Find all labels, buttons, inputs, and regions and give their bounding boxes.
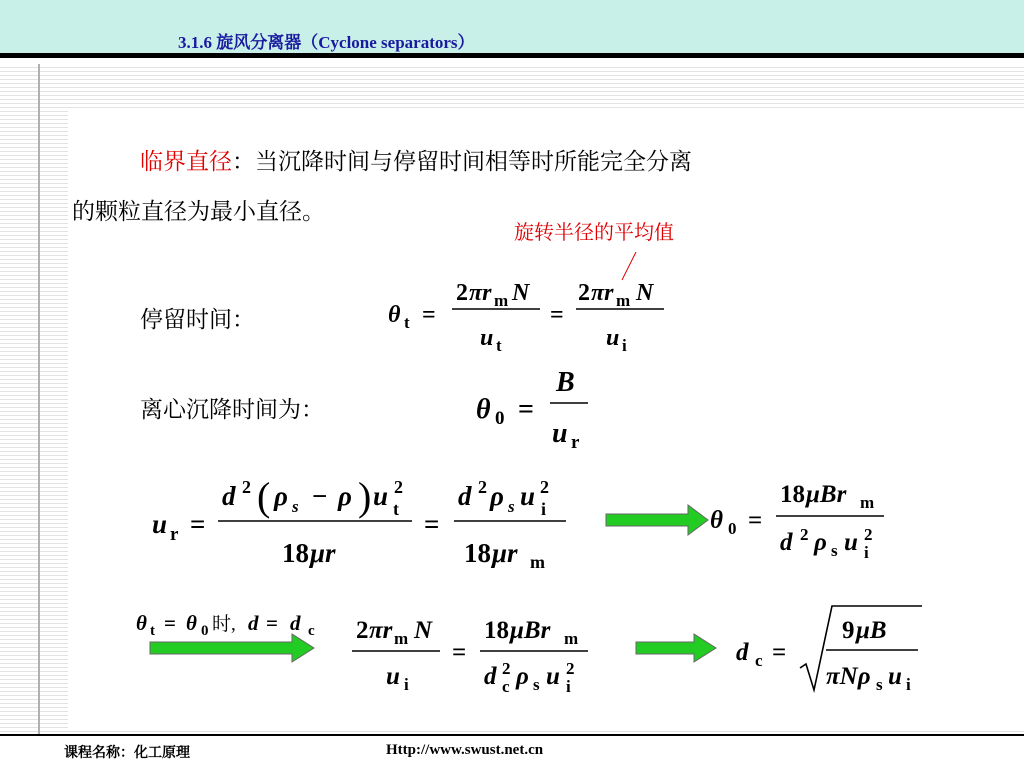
svg-text:θ: θ (476, 394, 491, 425)
svg-text:N: N (636, 280, 654, 306)
svg-text:t: t (393, 499, 399, 519)
svg-text:θ: θ (710, 507, 723, 534)
svg-text:18: 18 (464, 538, 491, 568)
svg-text:s: s (876, 675, 883, 694)
svg-text:πr: πr (469, 280, 492, 306)
svg-text:ρ: ρ (814, 529, 827, 556)
svg-text:ρ: ρ (490, 481, 504, 511)
svg-text:=: = (422, 302, 436, 328)
svg-text:ρ: ρ (338, 481, 352, 511)
svg-text:u: u (152, 509, 168, 539)
formula-radial-velocity (152, 474, 566, 572)
svg-text:2: 2 (502, 659, 511, 678)
page-title: 3.1.6 旋风分离器（Cyclone separators） (178, 33, 475, 52)
svg-text:m: m (494, 291, 509, 310)
definition-line-2: 的颗粒直径为最小直径。 (72, 199, 325, 225)
svg-text:=: = (164, 611, 176, 635)
critical-diameter-label: 临界直径 (140, 149, 232, 175)
formula-theta0-derived (710, 481, 884, 562)
svg-text:i: i (906, 675, 911, 694)
arrow-right-1 (606, 505, 708, 535)
course-name: 课程名称：化工原理 (64, 745, 190, 761)
svg-text:d: d (736, 639, 749, 666)
formula-critical-diameter (736, 606, 922, 694)
svg-text:=: = (772, 639, 787, 666)
svg-text:u: u (386, 663, 400, 690)
svg-text:=: = (190, 509, 206, 539)
svg-text:m: m (564, 629, 579, 648)
footer-divider (0, 734, 1024, 736)
svg-text:μBr: μBr (510, 617, 551, 644)
svg-text:N: N (414, 617, 433, 644)
svg-text:u: u (480, 325, 494, 351)
svg-text:μBr: μBr (806, 481, 847, 508)
svg-text:0: 0 (728, 519, 737, 538)
svg-text:s: s (292, 497, 299, 516)
svg-text:2: 2 (242, 477, 251, 497)
svg-text:=: = (266, 611, 278, 635)
svg-text:−: − (312, 481, 328, 511)
svg-text:i: i (541, 499, 547, 519)
svg-text:c: c (755, 651, 763, 670)
svg-text:ρ: ρ (274, 481, 288, 511)
residence-time-label: 停留时间： (140, 307, 255, 333)
svg-text:πr: πr (369, 617, 393, 644)
svg-text:=: = (424, 509, 440, 539)
svg-text:r: r (571, 432, 580, 453)
svg-text:i: i (864, 543, 869, 562)
svg-text:μB: μB (856, 617, 887, 644)
svg-text:2: 2 (800, 525, 809, 544)
svg-text:θ: θ (186, 611, 197, 635)
svg-text:u: u (520, 481, 536, 511)
svg-text:2: 2 (456, 280, 468, 306)
svg-text:d: d (458, 481, 472, 511)
svg-text:m: m (394, 629, 409, 648)
svg-text:时,: 时, (212, 614, 236, 635)
svg-text:0: 0 (201, 623, 209, 639)
svg-text:i: i (622, 336, 627, 355)
svg-text:u: u (606, 325, 620, 351)
svg-text:2: 2 (540, 477, 549, 497)
svg-text:μr: μr (492, 538, 518, 568)
svg-text:θ: θ (136, 611, 147, 635)
svg-text:=: = (748, 507, 763, 534)
svg-text:2: 2 (864, 525, 873, 544)
svg-text:i: i (404, 675, 409, 694)
svg-text:2: 2 (478, 477, 487, 497)
svg-text:u: u (844, 529, 858, 556)
arrow-right-3 (636, 634, 716, 662)
svg-text:0: 0 (495, 408, 505, 429)
svg-text:c: c (308, 623, 315, 639)
svg-text:18: 18 (780, 481, 805, 508)
annotation-mean-radius: 旋转半径的平均值 (514, 220, 674, 244)
svg-text:d: d (290, 611, 301, 635)
svg-text:B: B (556, 367, 575, 398)
svg-text:m: m (616, 291, 631, 310)
svg-text:πr: πr (591, 280, 614, 306)
svg-text:d: d (248, 611, 259, 635)
svg-text:u: u (552, 418, 568, 449)
annotation-pointer (622, 252, 636, 280)
svg-text:2: 2 (356, 617, 369, 644)
svg-text:u: u (373, 481, 389, 511)
svg-text:(: ( (257, 474, 271, 519)
svg-text:N: N (512, 280, 530, 306)
svg-text:r: r (170, 524, 179, 545)
svg-text:t: t (496, 336, 502, 355)
svg-text:s: s (831, 541, 838, 560)
svg-text:18: 18 (484, 617, 509, 644)
arrow-right-2 (150, 634, 314, 662)
svg-text:i: i (566, 677, 571, 696)
svg-text:=: = (452, 639, 467, 666)
svg-text:u: u (888, 663, 902, 690)
svg-text:θ: θ (388, 302, 401, 328)
formula-residence-time (388, 280, 664, 355)
formula-condition (136, 611, 315, 639)
svg-text:μr: μr (310, 538, 336, 568)
svg-text:m: m (860, 493, 875, 512)
formula-equality (352, 617, 588, 696)
svg-text:m: m (530, 552, 545, 572)
footer-url: Http://www.swust.net.cn (386, 742, 544, 758)
svg-text:2: 2 (394, 477, 403, 497)
svg-text:t: t (404, 313, 410, 332)
definition-text-1: ：当沉降时间与停留时间相等时所能完全分离 (232, 149, 692, 175)
svg-text:=: = (550, 302, 564, 328)
svg-text:2: 2 (566, 659, 575, 678)
svg-text:πNρ: πNρ (826, 663, 871, 690)
svg-text:d: d (780, 529, 793, 556)
svg-text:s: s (508, 497, 515, 516)
svg-text:s: s (533, 675, 540, 694)
svg-text:t: t (150, 623, 155, 639)
formula-settling-time (476, 367, 588, 453)
svg-text:c: c (502, 677, 510, 696)
svg-text:d: d (484, 663, 497, 690)
svg-text:9: 9 (842, 617, 855, 644)
svg-text:=: = (518, 394, 534, 425)
settling-time-label: 离心沉降时间为： (140, 397, 324, 423)
svg-text:2: 2 (578, 280, 590, 306)
svg-text:ρ: ρ (516, 663, 529, 690)
svg-text:d: d (222, 481, 236, 511)
svg-text:): ) (358, 474, 372, 519)
svg-text:u: u (546, 663, 560, 690)
svg-text:18: 18 (282, 538, 309, 568)
